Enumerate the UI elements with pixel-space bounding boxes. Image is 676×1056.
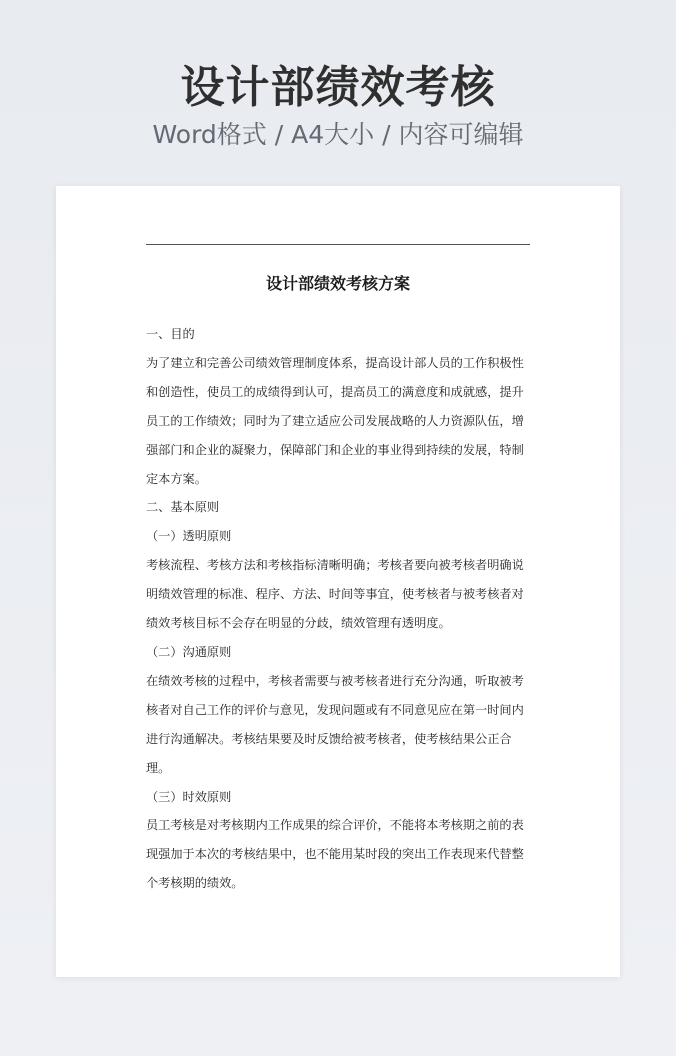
document-page bbox=[56, 186, 620, 977]
document-body bbox=[146, 320, 532, 898]
banner-subtitle: Word格式 / A4大小 / 内容可编辑 bbox=[152, 120, 524, 149]
subheading-timeliness: （三）时效原则 bbox=[146, 789, 232, 804]
heading-purpose: 一、目的 bbox=[146, 327, 195, 341]
paragraph-transparency: 考核流程、考核方法和考核指标清晰明确；考核者要向被考核者明确说明绩效管理的标准、程序、方法、时间等事宜，使考核者与被考核者对绩效考核目标不会存在明显的分歧，绩效管理有透明度。 bbox=[146, 558, 524, 631]
paragraph-timeliness: 员工考核是对考核期内工作成果的综合评价，不能将本考核期之前的表现强加于本次的考核结果中，也不能用某时段的突出工作表现来代替整个考核期的绩效。 bbox=[146, 818, 524, 891]
subheading-communication: （二）沟通原则 bbox=[146, 644, 232, 659]
paragraph-communication: 在绩效考核的过程中，考核者需要与被考核者进行充分沟通，听取被考核者对自己工作的评价与意见，发现问题或有不同意见应在第一时间内进行沟通解决。考核结果要及时反馈给被考核者，使考核结果公正合理。 bbox=[146, 673, 524, 775]
header-rule bbox=[146, 244, 530, 245]
banner-header bbox=[0, 60, 676, 152]
banner-title: 设计部绩效考核 bbox=[180, 62, 496, 113]
paragraph-purpose: 为了建立和完善公司绩效管理制度体系，提高设计部人员的工作积极性和创造性，使员工的成绩得到认可，提高员工的满意度和成就感，提升员工的工作绩效；同时为了建立适应公司发展战略的人力资源队伍，增强部门和企业的凝聚力，保障部门和企业的事业得到持续的发展，特制定本方案。 bbox=[146, 355, 524, 486]
document-title: 设计部绩效考核方案 bbox=[265, 274, 410, 293]
heading-basic-principles: 二、基本原则 bbox=[146, 500, 220, 515]
subheading-transparency: （一）透明原则 bbox=[146, 529, 232, 544]
